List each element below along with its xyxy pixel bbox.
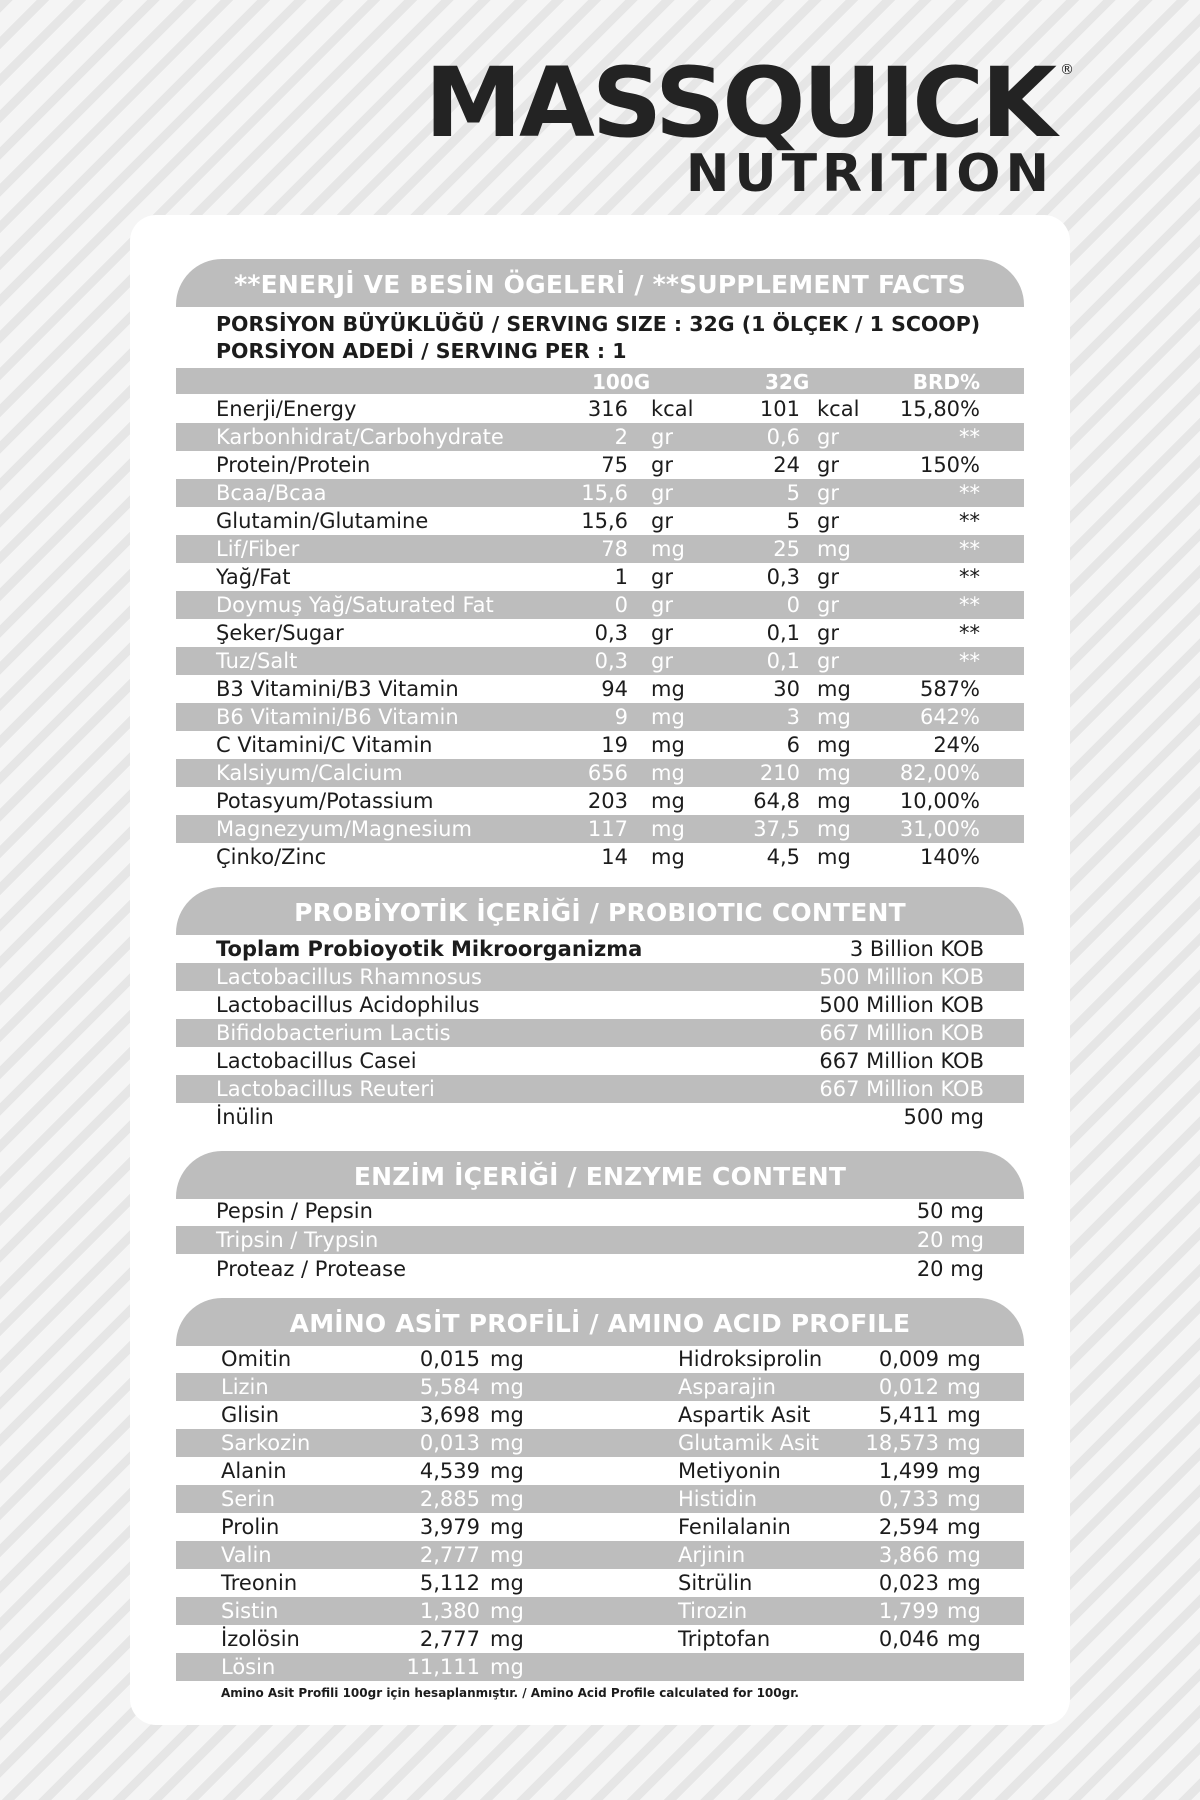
unit-32g: mg	[817, 845, 851, 869]
unit-100g: gr	[651, 481, 673, 505]
amino-value-left: 0,015	[419, 1347, 480, 1371]
amino-name-left: Serin	[221, 1487, 276, 1511]
table-row	[176, 1541, 1024, 1569]
probiotic-name: Toplam Probioyotik Mikroorganizma	[216, 937, 643, 961]
brd-percent: **	[959, 481, 980, 505]
amino-name-right: Triptofan	[678, 1627, 771, 1651]
value-100g: 15,6	[581, 481, 628, 505]
amino-unit-left: mg	[490, 1375, 524, 1399]
table-row	[176, 563, 1024, 591]
amino-name-right: Aspartik Asit	[678, 1403, 811, 1427]
table-row	[176, 1019, 1024, 1047]
probiotic-name: Bifidobacterium Lactis	[216, 1021, 451, 1045]
amino-unit-left: mg	[490, 1599, 524, 1623]
amino-name-left: Valin	[221, 1543, 272, 1567]
col-100g: 100G	[592, 370, 651, 394]
supplement-facts-header: **ENERJİ VE BESİN ÖGELERİ / **SUPPLEMENT FACTS	[176, 259, 1024, 307]
enzyme-name: Proteaz / Protease	[216, 1257, 406, 1281]
nutrient-name: Lif/Fiber	[216, 537, 300, 561]
amino-value-right: 0,012	[878, 1375, 939, 1399]
table-row	[176, 703, 1024, 731]
brd-percent: **	[959, 593, 980, 617]
table-row	[176, 1569, 1024, 1597]
brd-percent: **	[959, 621, 980, 645]
table-row	[176, 1457, 1024, 1485]
probiotic-name: Lactobacillus Casei	[216, 1049, 417, 1073]
nutrient-name: C Vitamini/C Vitamin	[216, 733, 433, 757]
table-row	[176, 1485, 1024, 1513]
value-32g: 5	[786, 509, 800, 533]
value-100g: 75	[601, 453, 628, 477]
nutrient-name: Tuz/Salt	[216, 649, 298, 673]
brd-percent: 82,00%	[899, 761, 980, 785]
amino-name-left: Lösin	[221, 1655, 276, 1679]
brd-percent: 587%	[919, 677, 980, 701]
nutrient-name: Magnezyum/Magnesium	[216, 817, 472, 841]
brd-percent: 15,80%	[899, 397, 980, 421]
probiotic-name: Lactobacillus Reuteri	[216, 1077, 435, 1101]
unit-100g: gr	[651, 453, 673, 477]
amino-unit-left: mg	[490, 1431, 524, 1455]
amino-value-right: 3,866	[878, 1543, 939, 1567]
probiotic-value: 667 Million KOB	[819, 1049, 984, 1073]
table-row	[176, 675, 1024, 703]
amino-value-right: 1,799	[878, 1599, 939, 1623]
unit-100g: gr	[651, 565, 673, 589]
table-row	[176, 759, 1024, 787]
registered-mark: ®	[1060, 62, 1074, 78]
amino-unit-left: mg	[490, 1347, 524, 1371]
amino-unit-right: mg	[947, 1515, 981, 1539]
nutrient-name: Enerji/Energy	[216, 397, 357, 421]
value-100g: 78	[601, 537, 628, 561]
amino-name-left: Prolin	[221, 1515, 280, 1539]
nutrient-name: Doymuş Yağ/Saturated Fat	[216, 593, 494, 617]
amino-value-left: 3,698	[419, 1403, 480, 1427]
col-32g: 32G	[765, 370, 810, 394]
unit-100g: mg	[651, 537, 685, 561]
table-row	[176, 451, 1024, 479]
amino-name-right: Sitrülin	[678, 1571, 753, 1595]
table-row	[176, 935, 1024, 963]
table-row	[176, 1653, 1024, 1681]
amino-value-right: 0,733	[878, 1487, 939, 1511]
value-32g: 24	[773, 453, 800, 477]
unit-32g: kcal	[817, 397, 860, 421]
probiotic-name: Lactobacillus Rhamnosus	[216, 965, 482, 989]
table-row	[176, 647, 1024, 675]
unit-100g: mg	[651, 817, 685, 841]
nutrient-name: Şeker/Sugar	[216, 621, 344, 645]
amino-name-left: Sistin	[221, 1599, 279, 1623]
unit-100g: gr	[651, 621, 673, 645]
amino-unit-left: mg	[490, 1487, 524, 1511]
table-row	[176, 963, 1024, 991]
amino-unit-right: mg	[947, 1403, 981, 1427]
table-row	[176, 1075, 1024, 1103]
amino-acid-header: AMİNO ASİT PROFİLİ / AMINO ACID PROFILE	[176, 1298, 1024, 1346]
amino-unit-left: mg	[490, 1403, 524, 1427]
brd-percent: **	[959, 565, 980, 589]
amino-value-right: 2,594	[878, 1515, 939, 1539]
brd-percent: **	[959, 537, 980, 561]
value-32g: 4,5	[766, 845, 800, 869]
table-row	[176, 1047, 1024, 1075]
value-100g: 316	[587, 397, 628, 421]
unit-32g: gr	[817, 481, 839, 505]
unit-32g: mg	[817, 817, 851, 841]
unit-100g: mg	[651, 789, 685, 813]
unit-100g: gr	[651, 425, 673, 449]
amino-value-left: 5,112	[419, 1571, 480, 1595]
amino-unit-right: mg	[947, 1627, 981, 1651]
table-row	[176, 535, 1024, 563]
amino-unit-left: mg	[490, 1515, 524, 1539]
amino-footnote: Amino Asit Profili 100gr için hesaplanmıştır. / Amino Acid Profile calculated for 100gr.	[221, 1686, 799, 1700]
amino-name-left: Sarkozin	[221, 1431, 311, 1455]
enzyme-name: Tripsin / Trypsin	[216, 1228, 379, 1252]
amino-unit-right: mg	[947, 1543, 981, 1567]
amino-value-right: 0,023	[878, 1571, 939, 1595]
brd-percent: 24%	[933, 733, 980, 757]
value-100g: 203	[587, 789, 628, 813]
value-100g: 94	[601, 677, 628, 701]
amino-value-right: 0,046	[878, 1627, 939, 1651]
amino-value-left: 0,013	[419, 1431, 480, 1455]
table-row	[176, 1255, 1024, 1283]
amino-name-left: Omitin	[221, 1347, 292, 1371]
value-32g: 64,8	[753, 789, 800, 813]
nutrient-name: Potasyum/Potassium	[216, 789, 434, 813]
amino-value-left: 3,979	[419, 1515, 480, 1539]
col-brd: BRD%	[912, 370, 980, 394]
amino-unit-left: mg	[490, 1627, 524, 1651]
brand-logo	[424, 47, 1074, 204]
unit-32g: gr	[817, 509, 839, 533]
probiotic-value: 667 Million KOB	[819, 1077, 984, 1101]
table-row	[176, 991, 1024, 1019]
value-32g: 30	[773, 677, 800, 701]
enzyme-value: 50 mg	[916, 1199, 984, 1223]
value-32g: 5	[786, 481, 800, 505]
amino-name-right: Glutamik Asit	[678, 1431, 820, 1455]
value-100g: 117	[587, 817, 628, 841]
value-32g: 0	[786, 593, 800, 617]
amino-name-left: Alanin	[221, 1459, 287, 1483]
amino-value-left: 2,777	[419, 1627, 480, 1651]
table-row	[176, 1197, 1024, 1225]
amino-unit-right: mg	[947, 1459, 981, 1483]
table-row	[176, 1345, 1024, 1373]
table-row	[176, 591, 1024, 619]
unit-100g: mg	[651, 705, 685, 729]
unit-32g: gr	[817, 565, 839, 589]
value-100g: 2	[614, 425, 628, 449]
nutrient-name: Çinko/Zinc	[216, 845, 327, 869]
amino-unit-right: mg	[947, 1431, 981, 1455]
nutrient-name: Glutamin/Glutamine	[216, 509, 429, 533]
unit-100g: mg	[651, 733, 685, 757]
nutrient-name: Protein/Protein	[216, 453, 371, 477]
amino-name-left: İzolösin	[221, 1627, 300, 1651]
amino-unit-right: mg	[947, 1487, 981, 1511]
amino-value-right: 5,411	[878, 1403, 939, 1427]
probiotic-name: İnülin	[216, 1105, 274, 1129]
nutrient-name: B3 Vitamini/B3 Vitamin	[216, 677, 459, 701]
value-100g: 1	[614, 565, 628, 589]
value-32g: 101	[759, 397, 800, 421]
probiotic-header: PROBİYOTİK İÇERİĞİ / PROBIOTIC CONTENT	[176, 887, 1024, 935]
amino-value-left: 1,380	[419, 1599, 480, 1623]
brd-percent: **	[959, 425, 980, 449]
unit-32g: gr	[817, 425, 839, 449]
unit-100g: gr	[651, 509, 673, 533]
value-32g: 37,5	[753, 817, 800, 841]
table-row	[176, 479, 1024, 507]
brd-percent: 10,00%	[899, 789, 980, 813]
brd-percent: 31,00%	[899, 817, 980, 841]
brd-percent: **	[959, 649, 980, 673]
unit-100g: mg	[651, 677, 685, 701]
amino-name-right: Tirozin	[678, 1599, 748, 1623]
brd-percent: 642%	[919, 705, 980, 729]
amino-name-left: Glisin	[221, 1403, 280, 1427]
amino-unit-right: mg	[947, 1571, 981, 1595]
value-32g: 6	[786, 733, 800, 757]
amino-name-right: Hidroksiprolin	[678, 1347, 823, 1371]
amino-value-left: 5,584	[419, 1375, 480, 1399]
table-row	[176, 731, 1024, 759]
amino-value-left: 2,885	[419, 1487, 480, 1511]
amino-value-left: 4,539	[419, 1459, 480, 1483]
unit-100g: kcal	[651, 397, 694, 421]
table-row	[176, 423, 1024, 451]
table-row	[176, 395, 1024, 423]
value-32g: 0,1	[766, 621, 800, 645]
brand-subtitle: NUTRITION	[685, 144, 1054, 204]
amino-unit-left: mg	[490, 1655, 524, 1679]
table-row	[176, 1513, 1024, 1541]
amino-name-right: Metiyonin	[678, 1459, 781, 1483]
value-32g: 0,1	[766, 649, 800, 673]
table-row	[176, 507, 1024, 535]
unit-32g: gr	[817, 621, 839, 645]
amino-unit-left: mg	[490, 1571, 524, 1595]
table-row	[176, 1625, 1024, 1653]
value-100g: 0	[614, 593, 628, 617]
amino-unit-right: mg	[947, 1347, 981, 1371]
unit-32g: mg	[817, 733, 851, 757]
amino-value-right: 18,573	[865, 1431, 939, 1455]
brand-name: MASSQUICK	[424, 47, 1054, 159]
value-100g: 0,3	[594, 621, 628, 645]
value-100g: 0,3	[594, 649, 628, 673]
unit-32g: mg	[817, 761, 851, 785]
amino-unit-right: mg	[947, 1599, 981, 1623]
nutrient-name: Bcaa/Bcaa	[216, 481, 327, 505]
table-row	[176, 1429, 1024, 1457]
unit-100g: gr	[651, 593, 673, 617]
value-100g: 15,6	[581, 509, 628, 533]
value-32g: 210	[759, 761, 800, 785]
amino-name-right: Asparajin	[678, 1375, 776, 1399]
amino-unit-left: mg	[490, 1459, 524, 1483]
table-row	[176, 843, 1024, 871]
enzyme-value: 20 mg	[916, 1257, 984, 1281]
amino-unit-left: mg	[490, 1543, 524, 1567]
table-row	[176, 1103, 1024, 1131]
nutrient-name: Karbonhidrat/Carbohydrate	[216, 425, 504, 449]
value-100g: 656	[587, 761, 628, 785]
value-100g: 19	[601, 733, 628, 757]
value-32g: 3	[786, 705, 800, 729]
amino-value-left: 11,111	[406, 1655, 480, 1679]
unit-100g: mg	[651, 761, 685, 785]
brd-percent: **	[959, 509, 980, 533]
enzyme-value: 20 mg	[916, 1228, 984, 1252]
probiotic-value: 500 Million KOB	[819, 993, 984, 1017]
unit-32g: mg	[817, 677, 851, 701]
table-row	[176, 1373, 1024, 1401]
value-32g: 0,6	[766, 425, 800, 449]
amino-name-right: Arjinin	[678, 1543, 746, 1567]
table-row	[176, 1401, 1024, 1429]
probiotic-name: Lactobacillus Acidophilus	[216, 993, 480, 1017]
unit-32g: mg	[817, 789, 851, 813]
unit-32g: mg	[817, 537, 851, 561]
amino-unit-right: mg	[947, 1375, 981, 1399]
amino-name-right: Fenilalanin	[678, 1515, 791, 1539]
table-row	[176, 619, 1024, 647]
amino-name-left: Treonin	[221, 1571, 298, 1595]
nutrient-name: Yağ/Fat	[216, 565, 291, 589]
serving-size: PORSİYON BÜYÜKLÜĞÜ / SERVING SIZE : 32G (1 ÖLÇEK / 1 SCOOP)	[216, 312, 981, 336]
enzyme-header: ENZİM İÇERİĞİ / ENZYME CONTENT	[176, 1151, 1024, 1199]
brd-percent: 150%	[919, 453, 980, 477]
table-row	[176, 1226, 1024, 1254]
amino-name-left: Lizin	[221, 1375, 269, 1399]
value-100g: 14	[601, 845, 628, 869]
amino-value-right: 1,499	[878, 1459, 939, 1483]
amino-value-right: 0,009	[878, 1347, 939, 1371]
probiotic-value: 500 mg	[903, 1105, 984, 1129]
unit-100g: gr	[651, 649, 673, 673]
brd-percent: 140%	[919, 845, 980, 869]
amino-name-right: Histidin	[678, 1487, 758, 1511]
unit-32g: gr	[817, 649, 839, 673]
probiotic-value: 3 Billion KOB	[849, 937, 984, 961]
table-row	[176, 815, 1024, 843]
table-row	[176, 787, 1024, 815]
enzyme-name: Pepsin / Pepsin	[216, 1199, 373, 1223]
supplement-column-headers	[176, 368, 1024, 394]
probiotic-value: 500 Million KOB	[819, 965, 984, 989]
value-32g: 0,3	[766, 565, 800, 589]
amino-value-left: 2,777	[419, 1543, 480, 1567]
value-100g: 9	[614, 705, 628, 729]
serving-per: PORSİYON ADEDİ / SERVING PER : 1	[216, 339, 627, 363]
nutrient-name: Kalsiyum/Calcium	[216, 761, 403, 785]
nutrient-name: B6 Vitamini/B6 Vitamin	[216, 705, 459, 729]
probiotic-value: 667 Million KOB	[819, 1021, 984, 1045]
unit-32g: gr	[817, 453, 839, 477]
table-row	[176, 1597, 1024, 1625]
unit-32g: gr	[817, 593, 839, 617]
value-32g: 25	[773, 537, 800, 561]
unit-32g: mg	[817, 705, 851, 729]
unit-100g: mg	[651, 845, 685, 869]
